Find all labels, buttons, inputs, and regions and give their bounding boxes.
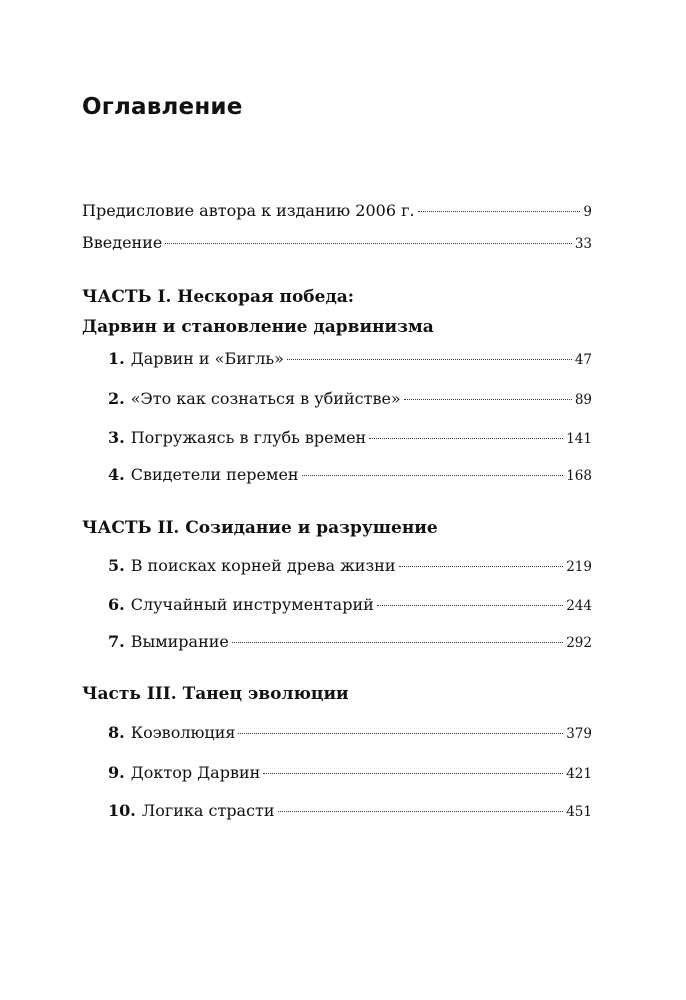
entry-page-number: 33 [574, 236, 592, 252]
chapter-number: 8. [108, 723, 125, 742]
chapter-label: Дарвин и «Бигль» [130, 349, 284, 368]
chapter-number: 10. [108, 801, 136, 820]
toc-chapter-4[interactable] [108, 465, 592, 486]
chapter-number: 3. [108, 428, 125, 447]
chapter-page-number: 168 [566, 468, 592, 484]
page-title: Оглавление [82, 94, 243, 120]
chapter-page-number: 244 [566, 598, 592, 614]
chapter-page-number: 451 [566, 804, 592, 820]
toc-chapter-1[interactable] [108, 349, 592, 370]
chapter-label: Случайный инструментарий [130, 595, 374, 614]
chapter-number: 2. [108, 389, 125, 408]
part-heading-2 [82, 513, 592, 543]
toc-chapter-3[interactable] [108, 428, 592, 449]
chapter-page-number: 379 [566, 726, 592, 742]
entry-label: Предисловие автора к изданию 2006 г. [82, 201, 415, 220]
dot-leader [263, 773, 563, 774]
chapter-label: Свидетели перемен [130, 465, 299, 484]
dot-leader [399, 566, 564, 567]
chapter-number: 9. [108, 763, 125, 782]
toc-entry-introduction[interactable] [82, 233, 592, 254]
part-heading-3 [82, 679, 592, 709]
chapter-label: Вымирание [130, 632, 229, 651]
entry-label: Введение [82, 233, 163, 252]
dot-leader [302, 475, 564, 476]
chapter-number: 7. [108, 632, 125, 651]
toc-chapter-2[interactable] [108, 389, 592, 410]
part-heading-1 [82, 282, 592, 342]
chapter-label: Коэволюция [130, 723, 236, 742]
entry-page-number: 9 [583, 204, 592, 220]
chapter-page-number: 219 [566, 559, 592, 575]
chapter-label: В поисках корней древа жизни [130, 556, 396, 575]
part-title-line: Часть III. Танец эволюции [82, 684, 349, 704]
chapter-label: Логика страсти [141, 801, 275, 820]
chapter-page-number: 421 [566, 766, 592, 782]
toc-chapter-6[interactable] [108, 595, 592, 616]
dot-leader [418, 211, 581, 212]
chapter-page-number: 292 [566, 635, 592, 651]
dot-leader [165, 243, 571, 244]
chapter-number: 1. [108, 349, 125, 368]
chapter-number: 6. [108, 595, 125, 614]
chapter-label: «Это как сознаться в убийстве» [130, 389, 401, 408]
part-title-line: ЧАСТЬ II. Созидание и разрушение [82, 518, 438, 538]
dot-leader [404, 399, 572, 400]
dot-leader [232, 642, 563, 643]
dot-leader [369, 438, 563, 439]
chapter-page-number: 47 [574, 352, 592, 368]
chapter-page-number: 141 [566, 431, 592, 447]
dot-leader [278, 811, 564, 812]
dot-leader [287, 359, 572, 360]
part-title-line: ЧАСТЬ I. Нескорая победа: [82, 287, 355, 307]
part-title-line: Дарвин и становление дарвинизма [82, 317, 434, 337]
toc-chapter-7[interactable] [108, 632, 592, 653]
chapter-number: 4. [108, 465, 125, 484]
dot-leader [377, 605, 563, 606]
dot-leader [238, 733, 563, 734]
chapter-label: Погружаясь в глубь времен [130, 428, 367, 447]
chapter-label: Доктор Дарвин [130, 763, 261, 782]
toc-chapter-5[interactable] [108, 556, 592, 577]
chapter-page-number: 89 [574, 392, 592, 408]
toc-chapter-9[interactable] [108, 763, 592, 784]
chapter-number: 5. [108, 556, 125, 575]
toc-chapter-8[interactable] [108, 723, 592, 744]
toc-chapter-10[interactable] [108, 801, 592, 822]
toc-entry-preface[interactable] [82, 201, 592, 222]
